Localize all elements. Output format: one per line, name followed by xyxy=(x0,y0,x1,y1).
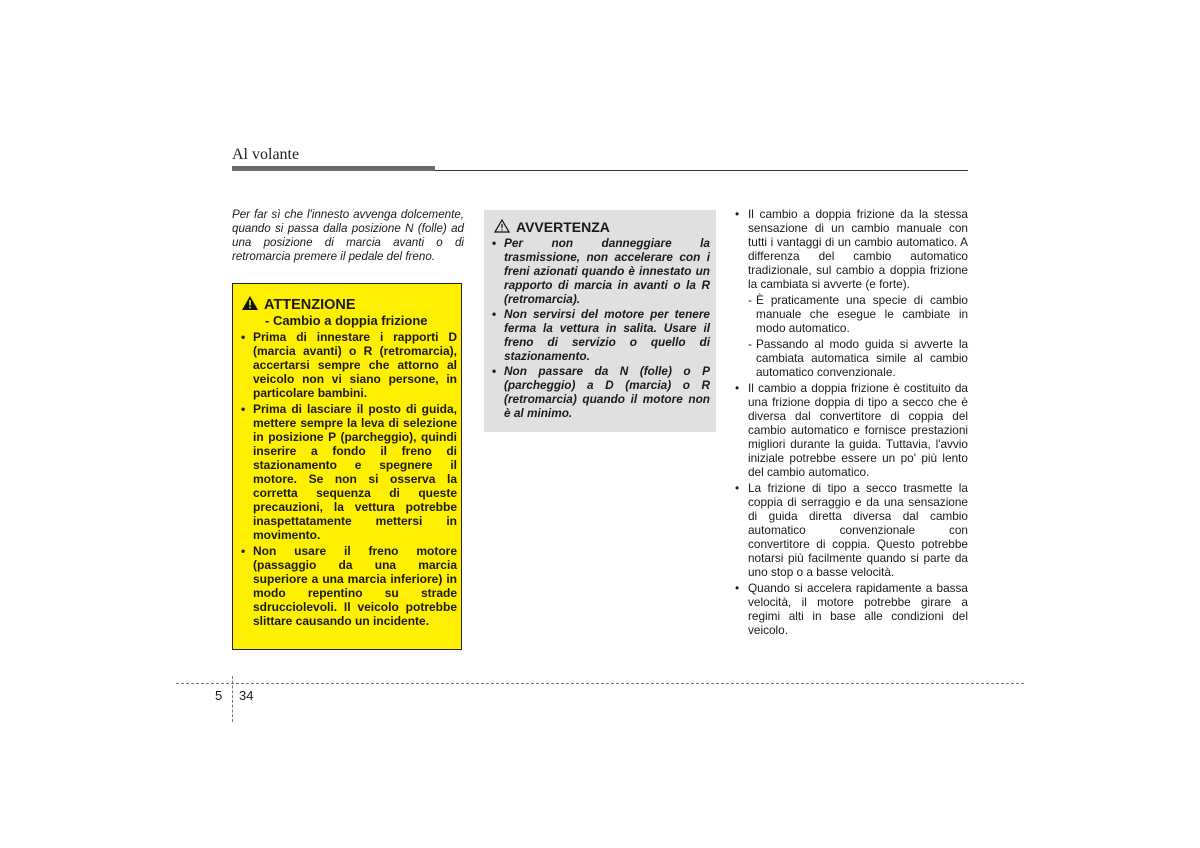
warning-title: AVVERTENZA xyxy=(516,219,610,235)
page-number: 34 xyxy=(239,688,254,703)
intro-paragraph: Per far sì che l'innesto avvenga dolcemente, quando si passa dalla posizione N (folle) ad una posizione di marcia avanti o di retromarcia premere il pedale del freno. xyxy=(232,208,464,263)
right-item: • Quando si accelera rapidamente a bassa velocità, il motore potrebbe girare a regimi alti in base alle condizioni del veicolo. xyxy=(734,581,968,637)
caution-title: ATTENZIONE xyxy=(264,297,356,313)
right-item xyxy=(734,207,968,379)
caution-heading xyxy=(242,296,356,313)
chapter-number: 5 xyxy=(215,688,223,703)
right-sub-item: - È praticamente una specie di cambio manuale che esegue le cambiate in modo automatico. xyxy=(748,293,968,335)
caution-list xyxy=(241,330,457,630)
warning-box xyxy=(484,210,716,432)
right-item-text: Il cambio a doppia frizione da la stessa sensazione di un cambio manuale con tutti i vantaggi di un cambio automatico. A differenza del cambio automatico tradizionale, sul cambio a doppia frizione la cambiata si avverte (e forte). xyxy=(748,207,968,291)
caution-item: • Prima di innestare i rapporti D (marcia avanti) o R (retromarcia), accertarsi sempre che attorno al veicolo non vi siano persone, in particolare bambini. xyxy=(241,330,457,400)
header-rule-thick xyxy=(232,166,435,171)
warning-list xyxy=(492,236,710,421)
footer-divider xyxy=(176,683,1024,684)
warning-item: • Non passare da N (folle) o P (parcheggio) a D (marcia) o R (retromarcia) quando il motore non è al minimo. xyxy=(492,364,710,420)
warning-triangle-icon xyxy=(242,296,258,310)
caution-item: • Prima di lasciare il posto di guida, mettere sempre la leva di selezione in posizione P (parcheggio), quindi inserire a fondo il freno di stazionamento e spegnere il motore. Se non si osserva la corretta sequenza di queste precauzioni, la vettura potrebbe inaspettatamente mettersi in movimento. xyxy=(241,402,457,542)
right-item: • La frizione di tipo a secco trasmette la coppia di serraggio e da una sensazione di guida diretta diversa dal cambio automatico convenzionale con convertitore di coppia. Questo potrebbe notarsi più facilmente quando si parte da uno stop o a basse velocità. xyxy=(734,481,968,579)
caution-item: • Non usare il freno motore (passaggio da una marcia superiore a una marcia inferiore) in modo repentino su strade sdrucciolevoli. Il veicolo potrebbe slittare causando un incidente. xyxy=(241,544,457,628)
warning-outline-triangle-icon xyxy=(494,219,510,233)
page-title: Al volante xyxy=(232,146,300,163)
warning-item: • Per non danneggiare la trasmissione, non accelerare con i freni azionati quando è innestato un rapporto di marcia in avanti o la R (retromarcia). xyxy=(492,236,710,306)
right-sub-item: - Passando al modo guida si avverte la cambiata automatica simile al cambio automatico convenzionale. xyxy=(748,337,968,379)
right-column-list xyxy=(734,207,968,639)
warning-item: • Non servirsi del motore per tenere ferma la vettura in salita. Usare il freno di servizio o quello di stazionamento. xyxy=(492,307,710,363)
caution-box xyxy=(232,283,462,650)
caution-subtitle: - Cambio a doppia frizione xyxy=(265,313,428,328)
right-sub-list xyxy=(748,293,968,379)
header-rule-thin xyxy=(435,170,968,171)
warning-heading xyxy=(494,219,610,235)
right-item: • Il cambio a doppia frizione è costituito da una frizione doppia di tipo a secco che è diversa dal convertitore di coppia del cambio automatico e fornisce prestazioni migliori durante la guida. Tuttavia, l'avvio iniziale potrebbe essere un po' più lento del cambio automatico. xyxy=(734,381,968,479)
footer-page-separator xyxy=(232,676,233,722)
